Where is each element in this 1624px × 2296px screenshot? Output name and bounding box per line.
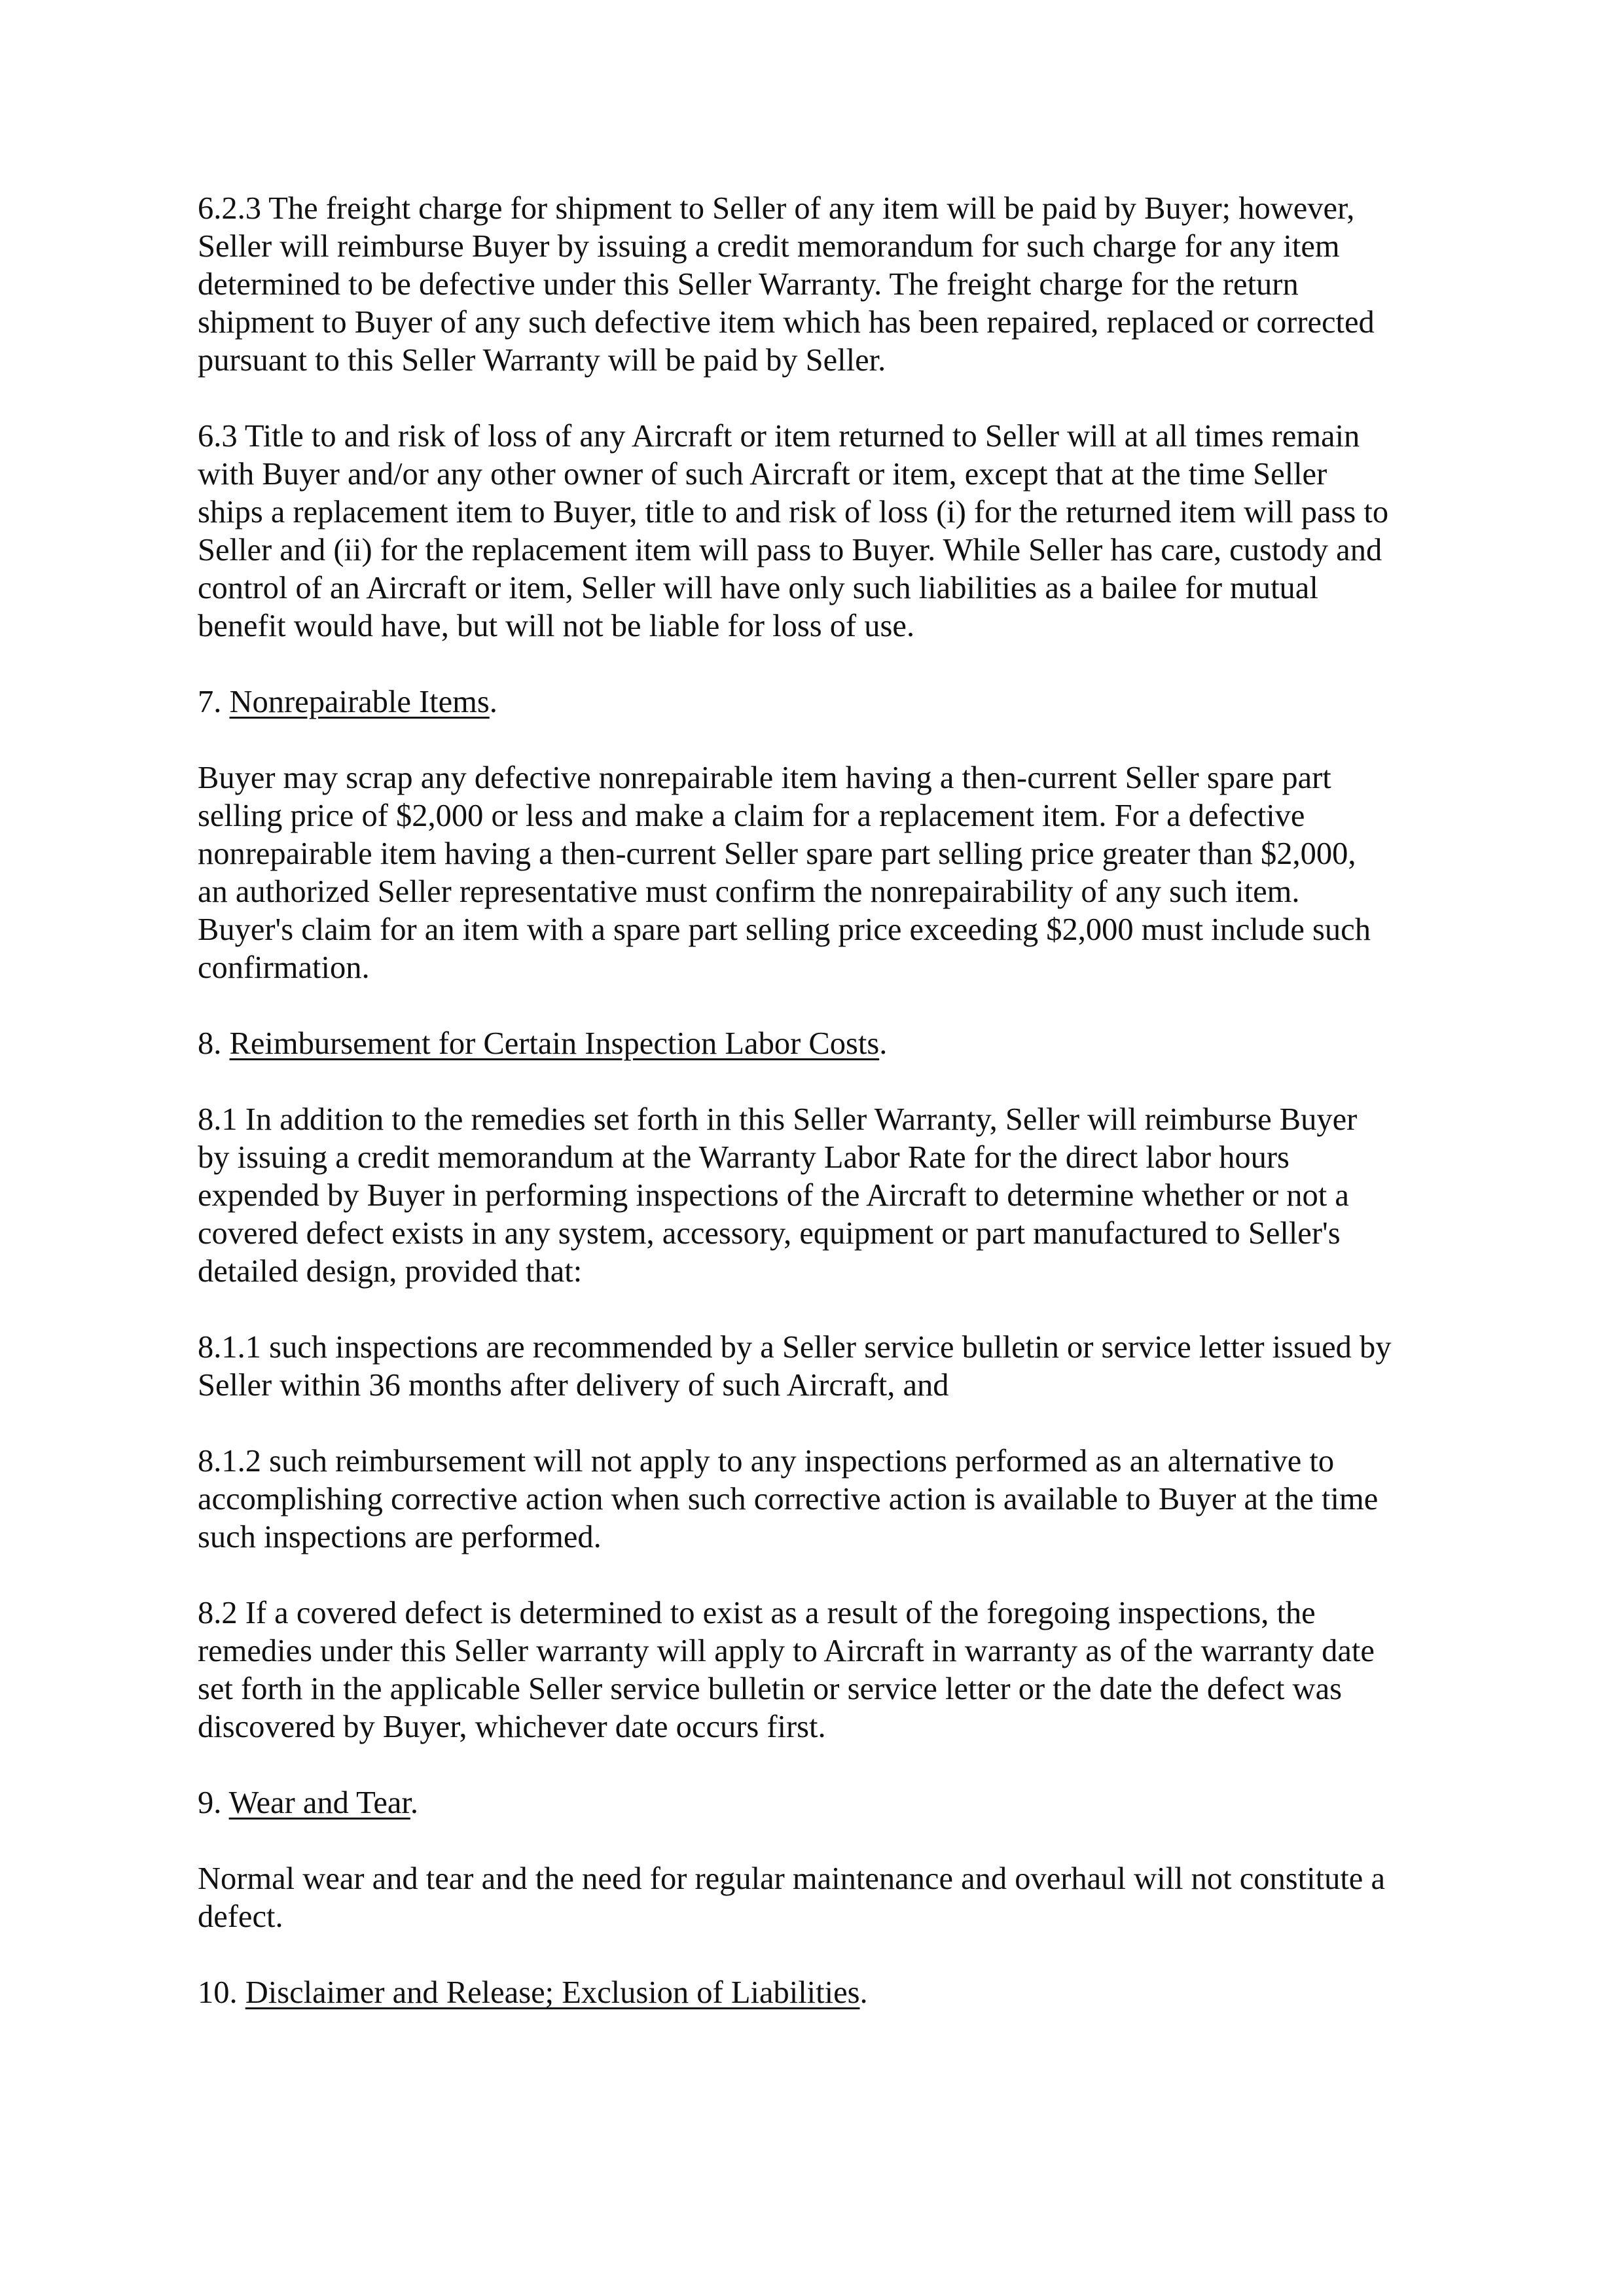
text-line: Seller within 36 months after delivery of such Aircraft, and <box>198 1368 949 1403</box>
text-line: Buyer may scrap any defective nonrepairable item having a then-current Seller spare part <box>198 761 1331 795</box>
section-title: Disclaimer and Release; Exclusion of Liabilities <box>245 1975 860 2010</box>
text-line: covered defect exists in any system, accessory, equipment or part manufactured to Seller's <box>198 1216 1341 1251</box>
text-line: defect. <box>198 1899 283 1934</box>
paragraph-6-3 <box>198 418 1454 645</box>
section-title: Wear and Tear <box>228 1785 410 1820</box>
text-line: by issuing a credit memorandum at the Warranty Labor Rate for the direct labor hours <box>198 1140 1290 1175</box>
text-line: Buyer's claim for an item with a spare part selling price exceeding $2,000 must include such <box>198 912 1371 947</box>
section-number: 7. <box>198 685 230 719</box>
text-line: 8.1.1 such inspections are recommended by a Seller service bulletin or service letter issued by <box>198 1330 1392 1365</box>
section-number: 8. <box>198 1026 230 1061</box>
text-line: remedies under this Seller warranty will apply to Aircraft in warranty as of the warranty date <box>198 1634 1375 1668</box>
paragraph-8-1 <box>198 1101 1454 1291</box>
text-line: 6.2.3 The freight charge for shipment to Seller of any item will be paid by Buyer; however, <box>198 191 1355 226</box>
text-line: pursuant to this Seller Warranty will be paid by Seller. <box>198 343 886 378</box>
section-heading-7 <box>198 683 1454 721</box>
text-line: an authorized Seller representative must confirm the nonrepairability of any such item. <box>198 874 1300 909</box>
text-line: accomplishing corrective action when such corrective action is available to Buyer at the time <box>198 1482 1379 1516</box>
paragraph-7 <box>198 759 1454 987</box>
text-line: Seller and (ii) for the replacement item will pass to Buyer. While Seller has care, custody and <box>198 533 1382 567</box>
text-line: selling price of $2,000 or less and make a claim for a replacement item. For a defective <box>198 798 1305 833</box>
text-line: confirmation. <box>198 950 370 985</box>
section-title-period: . <box>859 1975 868 2010</box>
section-title-period: . <box>879 1026 888 1061</box>
text-line: shipment to Buyer of any such defective item which has been repaired, replaced or corrected <box>198 305 1375 340</box>
text-line: with Buyer and/or any other owner of such Aircraft or item, except that at the time Seller <box>198 457 1327 492</box>
text-line: nonrepairable item having a then-current Seller spare part selling price greater than $2,000, <box>198 836 1356 871</box>
paragraph-9 <box>198 1860 1454 1936</box>
text-line: benefit would have, but will not be liable for loss of use. <box>198 609 915 643</box>
paragraph-8-1-1 <box>198 1329 1454 1405</box>
text-line: detailed design, provided that: <box>198 1254 583 1289</box>
section-title-period: . <box>489 685 497 719</box>
text-line: 8.1 In addition to the remedies set forth in this Seller Warranty, Seller will reimburse Buyer <box>198 1102 1358 1137</box>
text-line: such inspections are performed. <box>198 1520 602 1554</box>
text-line: 8.2 If a covered defect is determined to exist as a result of the foregoing inspections, the <box>198 1596 1316 1630</box>
paragraph-6-2-3 <box>198 190 1454 380</box>
section-heading-10 <box>198 1974 1454 2012</box>
text-line: ships a replacement item to Buyer, title to and risk of loss (i) for the returned item will pass to <box>198 495 1389 529</box>
section-number: 10. <box>198 1975 245 2010</box>
section-heading-8 <box>198 1025 1454 1063</box>
text-line: 8.1.2 such reimbursement will not apply to any inspections performed as an alternative to <box>198 1444 1335 1479</box>
text-line: determined to be defective under this Seller Warranty. The freight charge for the return <box>198 267 1299 302</box>
text-line: Normal wear and tear and the need for regular maintenance and overhaul will not constitute a <box>198 1861 1385 1896</box>
section-title: Reimbursement for Certain Inspection Labor Costs <box>229 1026 880 1061</box>
section-number: 9. <box>198 1785 229 1820</box>
text-line: control of an Aircraft or item, Seller will have only such liabilities as a bailee for mutual <box>198 571 1318 605</box>
text-line: 6.3 Title to and risk of loss of any Aircraft or item returned to Seller will at all times remain <box>198 419 1360 454</box>
text-line: expended by Buyer in performing inspections of the Aircraft to determine whether or not a <box>198 1178 1349 1213</box>
section-heading-9 <box>198 1784 1454 1822</box>
section-title-period: . <box>410 1785 419 1820</box>
text-line: discovered by Buyer, whichever date occurs first. <box>198 1710 826 1744</box>
paragraph-8-1-2 <box>198 1443 1454 1556</box>
document-page <box>198 190 1454 2050</box>
text-line: Seller will reimburse Buyer by issuing a credit memorandum for such charge for any item <box>198 229 1340 264</box>
section-title: Nonrepairable Items <box>229 685 490 719</box>
text-line: set forth in the applicable Seller service bulletin or service letter or the date the defect was <box>198 1672 1342 1706</box>
paragraph-8-2 <box>198 1594 1454 1746</box>
